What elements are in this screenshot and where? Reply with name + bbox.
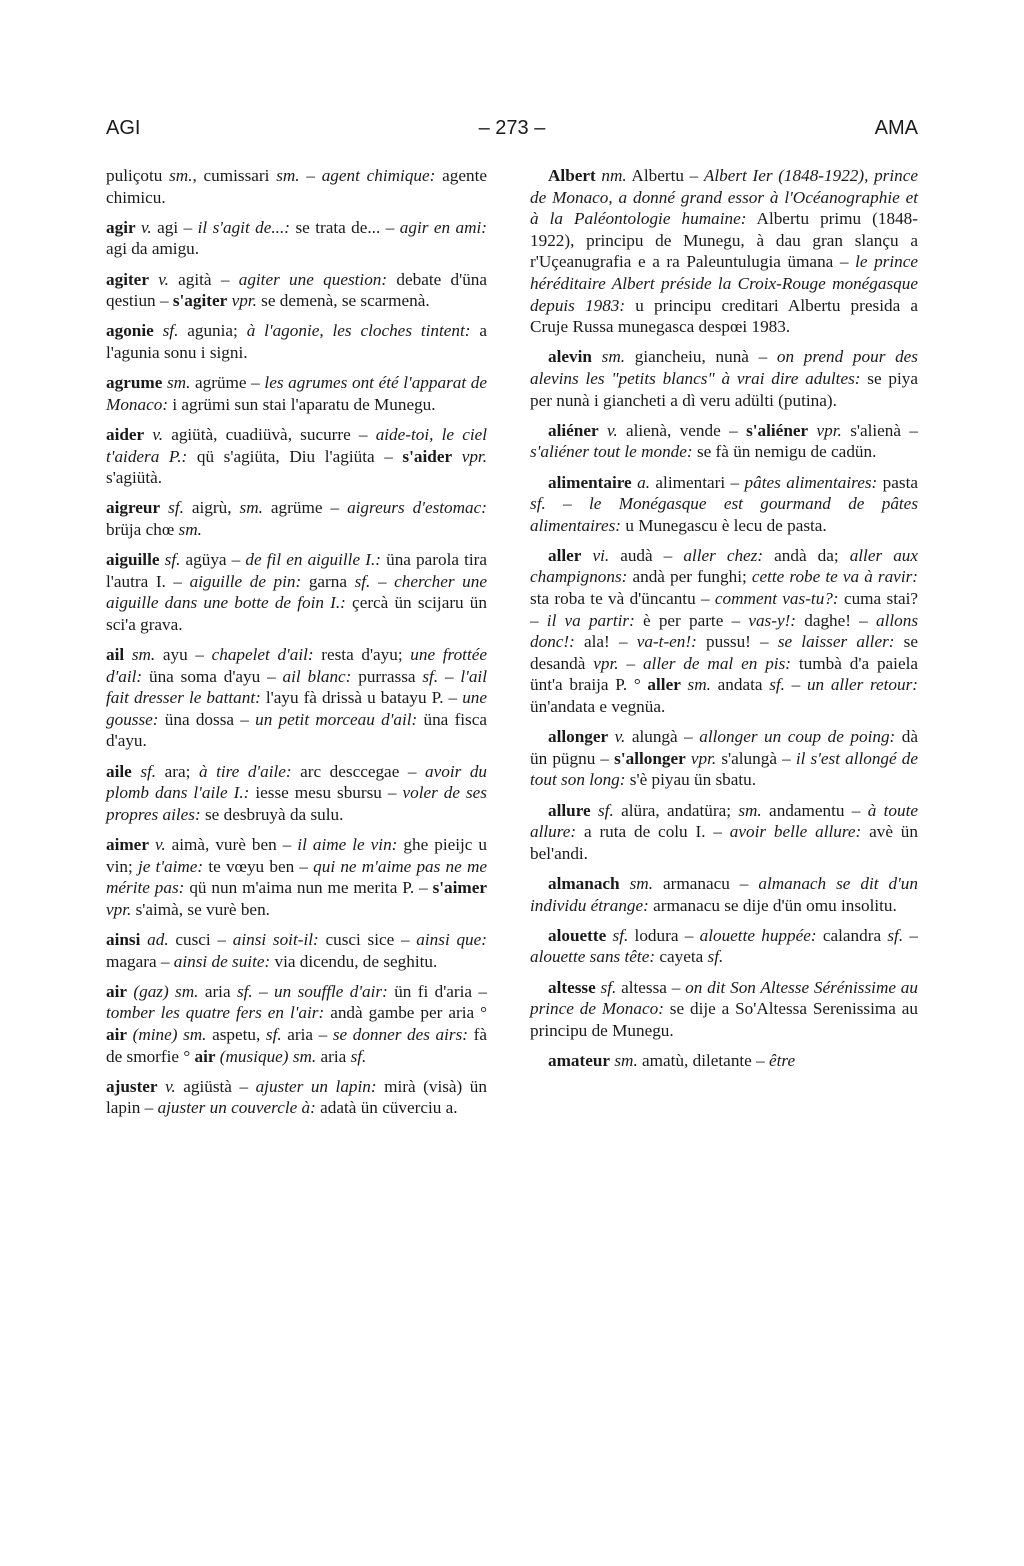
entry-text: cusci – — [168, 929, 233, 949]
italic-text: pâtes alimentaires: — [744, 472, 878, 492]
headword: s'aliéner — [746, 420, 809, 440]
headword: allure — [548, 800, 591, 820]
entry-text: garna — [301, 571, 355, 591]
italic-text: vpr. — [461, 446, 487, 466]
italic-text: voler de ses propres ailes: — [106, 783, 487, 824]
italic-text: sf. — [354, 571, 371, 591]
entry-text: ayu – — [155, 645, 212, 665]
entry-text: magara – — [106, 951, 174, 971]
italic-text: sf. — [164, 550, 181, 570]
italic-text: Albert Ier (1848-1922), prince de Monaco, a donné grand essor à l'Océanographie et à la Paléontologie humaine: — [530, 166, 918, 229]
italic-text: s'aliéner tout le monde: — [530, 442, 693, 462]
entry-text: Albertu primu (1848-1922), principu de Munegu, à dau gran slançu a r'Uçeanugrafia e a ra Paleuntulugia ümana – — [530, 209, 918, 272]
italic-text: sf. — [600, 977, 617, 997]
italic-text: sm. — [614, 1050, 638, 1070]
entry-text: agrüme – — [262, 498, 348, 518]
italic-text: on dit Son Altesse Sérénissime au prince de Monaco: — [530, 977, 918, 1019]
italic-text: il s'agit de...: — [197, 217, 290, 237]
entry-text: üna fisca d'ayu. — [106, 709, 488, 751]
entry-text: – — [370, 571, 395, 591]
entry-text: – — [784, 675, 807, 695]
headword: altesse — [548, 977, 596, 997]
entry-text — [452, 447, 462, 466]
italic-text: ainsi soit-il: — [232, 929, 319, 949]
italic-text: agent chimique: — [321, 166, 436, 185]
italic-text: v. — [158, 269, 169, 289]
italic-text: a. — [637, 472, 651, 492]
entry-text: – — [252, 981, 275, 1001]
italic-text: on prend pour des alevins les "petits blancs" à vrai dire adultes: — [530, 347, 918, 388]
headword: air — [194, 1046, 216, 1066]
italic-text: sf. — [140, 761, 157, 781]
italic-text: avoir du plomb dans l'aile I.: — [106, 761, 488, 803]
entry-text: puliçotu — [106, 166, 170, 185]
entry-text: arc desccegae – — [291, 761, 425, 781]
entry-text: lodura – — [628, 925, 700, 945]
entry-text: aria — [198, 981, 237, 1001]
entry-text: fà de smorfie ° — [106, 1024, 487, 1066]
headword: s'aimer — [432, 878, 488, 898]
entry-text: aigrù, — [183, 498, 240, 518]
entry-text: – — [618, 653, 643, 673]
headword: Albert — [548, 166, 596, 185]
italic-text: va-t-en!: — [636, 632, 697, 652]
entry-text: brüja chœ — [106, 519, 179, 539]
italic-text: sm. — [276, 166, 300, 185]
dictionary-entry — [530, 346, 918, 411]
headword: air — [106, 981, 127, 1001]
italic-text: sf. — [707, 947, 724, 967]
entry-text: s'agiütà. — [106, 468, 163, 488]
dictionary-entry — [106, 929, 487, 972]
entry-text: se desandà — [530, 632, 918, 673]
headword: s'allonger — [614, 748, 686, 768]
entry-text: daghe! – — [796, 610, 876, 630]
italic-text: vi. — [592, 545, 610, 565]
italic-text: nm. — [601, 166, 627, 185]
entry-text: u principu creditari Albertu presida a Cruje Russa munegasca despœi 1983. — [530, 295, 918, 337]
italic-text: le prince héréditaire Albert préside la Croix-Rouge monégasque depuis 1983: — [530, 252, 918, 315]
entry-text: purrassa — [351, 666, 423, 686]
dictionary-entry — [530, 873, 918, 916]
italic-text: sf. — [769, 675, 785, 695]
italic-text: une frottée d'ail: — [106, 645, 487, 686]
headword: aider — [106, 424, 145, 444]
italic-text: sf. — [350, 1046, 367, 1066]
dictionary-entry — [530, 165, 918, 338]
italic-text: vpr. — [106, 899, 132, 919]
italic-text: vpr. — [231, 291, 257, 311]
entry-text: sta roba te và d'üncantu – — [530, 589, 715, 609]
entry-text: avè ün bel'andi. — [530, 822, 918, 863]
italic-text: cette robe te va à ravir: — [751, 567, 919, 587]
dictionary-entry — [106, 320, 487, 363]
italic-text: avoir belle allure: — [729, 822, 862, 842]
entry-text: s'alienà – — [841, 420, 918, 440]
italic-text: se donner des airs: — [332, 1024, 469, 1044]
italic-text: agir en ami: — [399, 217, 488, 237]
italic-text: sf. — [530, 494, 546, 514]
dictionary-entry — [106, 981, 487, 1067]
italic-text: un souffle d'air: — [274, 981, 388, 1001]
header-guide-word-first: AGI — [106, 117, 141, 139]
italic-text: ainsi que: — [416, 929, 487, 949]
headword: ajuster — [106, 1076, 158, 1096]
entry-text: ala! – — [574, 632, 637, 652]
italic-text: le Monégasque est gourmand de pâtes alimentaires: — [530, 494, 919, 535]
italic-text: qui ne m'aime pas ne me mérite pas: — [106, 856, 487, 898]
dictionary-entry — [106, 165, 487, 208]
italic-text: (mine) sm. — [132, 1024, 207, 1044]
entry-text: agente chimicu. — [106, 166, 487, 207]
dictionary-entry — [106, 1076, 487, 1119]
entry-text: üna dossa – — [158, 709, 256, 729]
italic-text: sf. — [265, 1024, 282, 1044]
entry-text — [592, 347, 602, 366]
entry-text: andà per funghi; — [627, 567, 752, 587]
entry-text: cuma stai? – — [530, 589, 918, 630]
entry-text: agità – — [168, 269, 239, 289]
italic-text: ad. — [147, 929, 169, 949]
italic-text: sf. — [612, 925, 629, 945]
headword: ail — [106, 645, 125, 665]
entry-text: alienà, vende – — [617, 420, 747, 440]
italic-text: se laisser aller: — [777, 632, 895, 652]
entry-text: altessa – — [616, 977, 686, 997]
italic-text: sf. — [422, 666, 439, 686]
headword: almanach — [548, 873, 620, 893]
entry-text: andà da; — [763, 545, 850, 565]
italic-text: sf. — [887, 925, 904, 945]
headword: agir — [106, 217, 136, 237]
italic-text: à l'agonie, les cloches tintent: — [246, 321, 471, 341]
italic-text: comment vas-tu?: — [714, 589, 839, 609]
dictionary-entry — [530, 925, 918, 968]
italic-text: almanach se dit d'un individu étrange: — [530, 873, 918, 915]
entry-text: ün'andata e vegnüa. — [530, 697, 666, 717]
entry-text — [591, 801, 598, 820]
entry-text: tumbà d'a paiela ünt'a braija P. ° — [530, 653, 918, 695]
entry-text: audà – — [609, 545, 684, 565]
entry-text: cusci sice – — [318, 929, 417, 949]
entry-text: resta d'ayu; — [313, 645, 411, 665]
entry-text: se trata de... – — [290, 217, 400, 237]
entry-text: – — [545, 494, 589, 514]
entry-text: agi – — [151, 217, 198, 237]
headword: alimentaire — [548, 472, 632, 492]
entry-text: , cumissari — [192, 166, 277, 185]
italic-text: il aime le vin: — [297, 834, 398, 854]
italic-text: de fil en aiguille I.: — [245, 550, 381, 570]
headword: air — [106, 1024, 127, 1044]
italic-text: une gousse: — [106, 688, 488, 729]
italic-text: aller aux champignons: — [530, 545, 919, 587]
headword: s'agiter — [172, 291, 228, 311]
entry-text: calandra — [816, 925, 888, 945]
italic-text: aller chez: — [683, 545, 764, 565]
italic-text: sm. — [169, 166, 193, 185]
entry-text: a l'agunia sonu i signi. — [106, 321, 487, 362]
entry-text: se desbruyà da sulu. — [200, 804, 344, 824]
entry-text: l'ayu fà drissà u batayu P. – — [260, 688, 463, 708]
italic-text: ail blanc: — [282, 666, 352, 686]
running-header — [106, 117, 918, 147]
entry-text: aria — [316, 1046, 351, 1066]
italic-text: l'ail fait dresser le battant: — [106, 666, 487, 708]
dictionary-entry — [106, 497, 487, 540]
dictionary-entry — [530, 977, 918, 1042]
italic-text: agiter une question: — [238, 269, 388, 289]
entry-text: agiüstà – — [175, 1076, 256, 1096]
italic-text: chercher une aiguille dans une botte de foin I.: — [106, 571, 487, 613]
italic-text: sm. — [166, 373, 191, 393]
italic-text: aide-toi, le ciel t'aidera P.: — [106, 424, 487, 466]
entry-text: agüya – — [180, 550, 246, 570]
entry-text: agrüme – — [190, 373, 265, 393]
entry-text: se demenà, se scarmenà. — [256, 291, 430, 311]
entry-text: cayeta — [655, 947, 708, 967]
entry-text: aspetu, — [206, 1024, 266, 1044]
dictionary-entry — [106, 269, 487, 312]
entry-text: alimentari – — [650, 472, 745, 492]
italic-text: aigreurs d'estomac: — [347, 498, 487, 518]
entry-text: dà ün pügnu – — [530, 727, 918, 768]
italic-text: alouette huppée: — [699, 925, 817, 945]
entry-text: se fà ün nemigu de cadün. — [692, 442, 877, 462]
dictionary-entry — [106, 217, 487, 260]
entry-text: üna parola tira l'autra I. – — [106, 550, 488, 591]
headword: aimer — [106, 834, 149, 854]
italic-text: à tire d'aile: — [198, 761, 292, 781]
dictionary-entry — [106, 644, 487, 752]
dictionary-entry — [530, 800, 918, 865]
entry-text: aria – — [281, 1024, 333, 1044]
dictionary-entry — [530, 1050, 918, 1072]
headword: aigreur — [106, 498, 161, 518]
entry-text: amatù, diletante – — [637, 1050, 769, 1070]
left-column — [106, 165, 487, 1127]
entry-text: i agrümi sun stai l'aparatu de Munegu. — [168, 394, 436, 414]
right-column — [530, 165, 918, 1080]
italic-text: v. — [141, 217, 152, 237]
headword: alevin — [548, 347, 592, 367]
entry-text: aimà, vurè ben – — [165, 834, 298, 854]
entry-text — [620, 874, 630, 893]
italic-text: un aller retour: — [806, 675, 919, 695]
entry-text: andà gambe per aria ° — [324, 1003, 487, 1023]
entry-text: a ruta de colu I. – — [576, 822, 730, 842]
headword: amateur — [548, 1050, 611, 1070]
entry-text: è per parte – — [634, 610, 749, 630]
italic-text: chapelet d'ail: — [211, 645, 314, 665]
entry-text: agunia; — [178, 321, 247, 341]
entry-text: – — [299, 166, 322, 185]
italic-text: sm. — [687, 675, 711, 695]
italic-text: sf. — [236, 981, 253, 1001]
italic-text: allons donc!: — [530, 610, 919, 652]
entry-text: ün fi d'aria – — [387, 981, 488, 1001]
italic-text: aiguille de pin: — [189, 571, 302, 591]
entry-text: qü nun m'aima nun me merita P. – — [184, 878, 433, 898]
italic-text: ainsi de suite: — [173, 951, 271, 971]
entry-text: se dije a So'Altessa Serenissima au principu de Munegu. — [530, 999, 918, 1040]
entry-text: agi da amigu. — [106, 239, 200, 259]
italic-text: ajuster un couvercle à: — [157, 1098, 316, 1118]
italic-text: sm. — [738, 800, 762, 820]
entry-text: alungà – — [625, 727, 700, 747]
italic-text: v. — [614, 727, 626, 747]
dictionary-entry — [530, 420, 918, 463]
italic-text: sf. — [162, 321, 179, 341]
italic-text: v. — [606, 420, 618, 440]
entry-text: s'aimà, se vurè ben. — [131, 899, 270, 919]
entry-text: – — [438, 666, 461, 686]
entry-text: – — [903, 925, 918, 945]
italic-text: v. — [152, 424, 164, 444]
entry-text — [581, 546, 592, 565]
italic-text: v. — [165, 1076, 176, 1096]
dictionary-entry — [530, 726, 918, 791]
italic-text: vpr. — [690, 748, 717, 768]
entry-text: se piya per nunà i giancheti a dì veru adülti (putina). — [530, 368, 918, 410]
italic-text: sm. — [629, 873, 654, 893]
entry-text: iesse mesu sbursu – — [249, 783, 403, 803]
headword: ainsi — [106, 929, 141, 949]
italic-text: les agrumes ont été l'apparat de Monaco: — [106, 373, 487, 414]
italic-text: je t'aime: — [137, 856, 204, 876]
headword: aller — [647, 675, 681, 695]
italic-text: tomber les quatre fers en l'air: — [106, 1003, 325, 1023]
entry-text: andata — [710, 675, 770, 695]
entry-text — [599, 421, 607, 440]
entry-text — [808, 421, 816, 440]
italic-text: il va partir: — [546, 610, 635, 630]
italic-text: sf. — [168, 498, 184, 518]
entry-text — [149, 270, 158, 289]
entry-text: mirà (visà) ün lapin – — [106, 1076, 487, 1118]
italic-text: un petit morceau d'ail: — [255, 709, 418, 729]
dictionary-entry — [106, 834, 487, 920]
entry-text: te vœyu ben – — [203, 856, 314, 876]
italic-text: sf. — [597, 800, 614, 820]
entry-text: pasta — [877, 472, 918, 492]
headword: aile — [106, 761, 132, 781]
entry-text: armanacu se dije d'ün omu insolitu. — [648, 895, 897, 915]
italic-text: être — [769, 1050, 796, 1070]
entry-text: pussu! – — [696, 632, 778, 652]
dictionary-entry — [106, 761, 487, 826]
headword: agiter — [106, 269, 149, 289]
italic-text: sm. — [239, 498, 263, 518]
italic-text: ajuster un lapin: — [255, 1076, 377, 1096]
italic-text: sm. — [601, 347, 626, 367]
entry-text — [160, 498, 168, 517]
page-number: – 273 – — [478, 117, 546, 139]
headword: allonger — [548, 727, 609, 747]
italic-text: il s'est allongé de tout son long: — [530, 748, 919, 790]
header-guide-word-last: AMA — [874, 117, 918, 139]
headword: s'aider — [402, 446, 453, 466]
dictionary-entry — [106, 424, 487, 489]
entry-text: debate d'üna qestiun – — [106, 269, 488, 311]
italic-text: aller de mal en pis: — [642, 653, 791, 673]
headword: aiguille — [106, 550, 160, 570]
italic-text: sm. — [178, 519, 202, 539]
entry-text: u Munegascu è lecu de pasta. — [621, 515, 827, 535]
entry-text: ara; — [156, 761, 199, 781]
italic-text: vpr. — [816, 420, 842, 440]
dictionary-entry — [106, 372, 487, 415]
entry-text: adatà ün cüverciu a. — [315, 1098, 458, 1118]
entry-text: s'alungà – — [716, 748, 796, 768]
entry-text: armanacu – — [653, 873, 759, 893]
italic-text: vas-y!: — [748, 610, 797, 630]
dictionary-entry — [530, 545, 918, 718]
italic-text: vpr. — [593, 653, 619, 673]
entry-text: via dicendu, de seghitu. — [270, 951, 438, 971]
italic-text: v. — [154, 834, 166, 854]
entry-text — [158, 1077, 166, 1096]
headword: aller — [548, 545, 582, 565]
entry-text — [124, 645, 132, 664]
italic-text: allonger un coup de poing: — [699, 727, 896, 747]
entry-text: alüra, andatüra; — [613, 800, 739, 820]
entry-text: çercà ün scijaru ün sci'a grava. — [106, 593, 487, 634]
entry-text: agiütà, cuadiüvà, sucurre – — [163, 424, 376, 444]
italic-text: (musique) sm. — [219, 1046, 317, 1066]
headword: alouette — [548, 925, 607, 945]
entry-text — [154, 321, 163, 340]
headword: aliéner — [548, 420, 599, 440]
entry-text — [681, 675, 688, 694]
headword: agrume — [106, 373, 163, 393]
entry-text: ghe pieijc u vin; — [106, 834, 488, 876]
italic-text: à toute allure: — [530, 800, 919, 842]
dictionary-entry — [530, 472, 918, 537]
entry-text: Albertu – — [626, 166, 704, 185]
dictionary-entry — [106, 549, 487, 635]
entry-text: üna soma d'ayu – — [142, 666, 283, 686]
entry-text: andamentu – — [761, 800, 868, 820]
entry-text: giancheiu, nunà – — [625, 347, 777, 367]
headword: agonie — [106, 321, 154, 341]
entry-text: s'è piyau ün sbatu. — [625, 770, 757, 790]
italic-text: (gaz) sm. — [133, 981, 199, 1001]
entry-text: qü s'agiüta, Diu l'agiüta – — [187, 446, 403, 466]
italic-text: alouette sans tête: — [530, 947, 656, 967]
italic-text: sm. — [131, 645, 156, 665]
